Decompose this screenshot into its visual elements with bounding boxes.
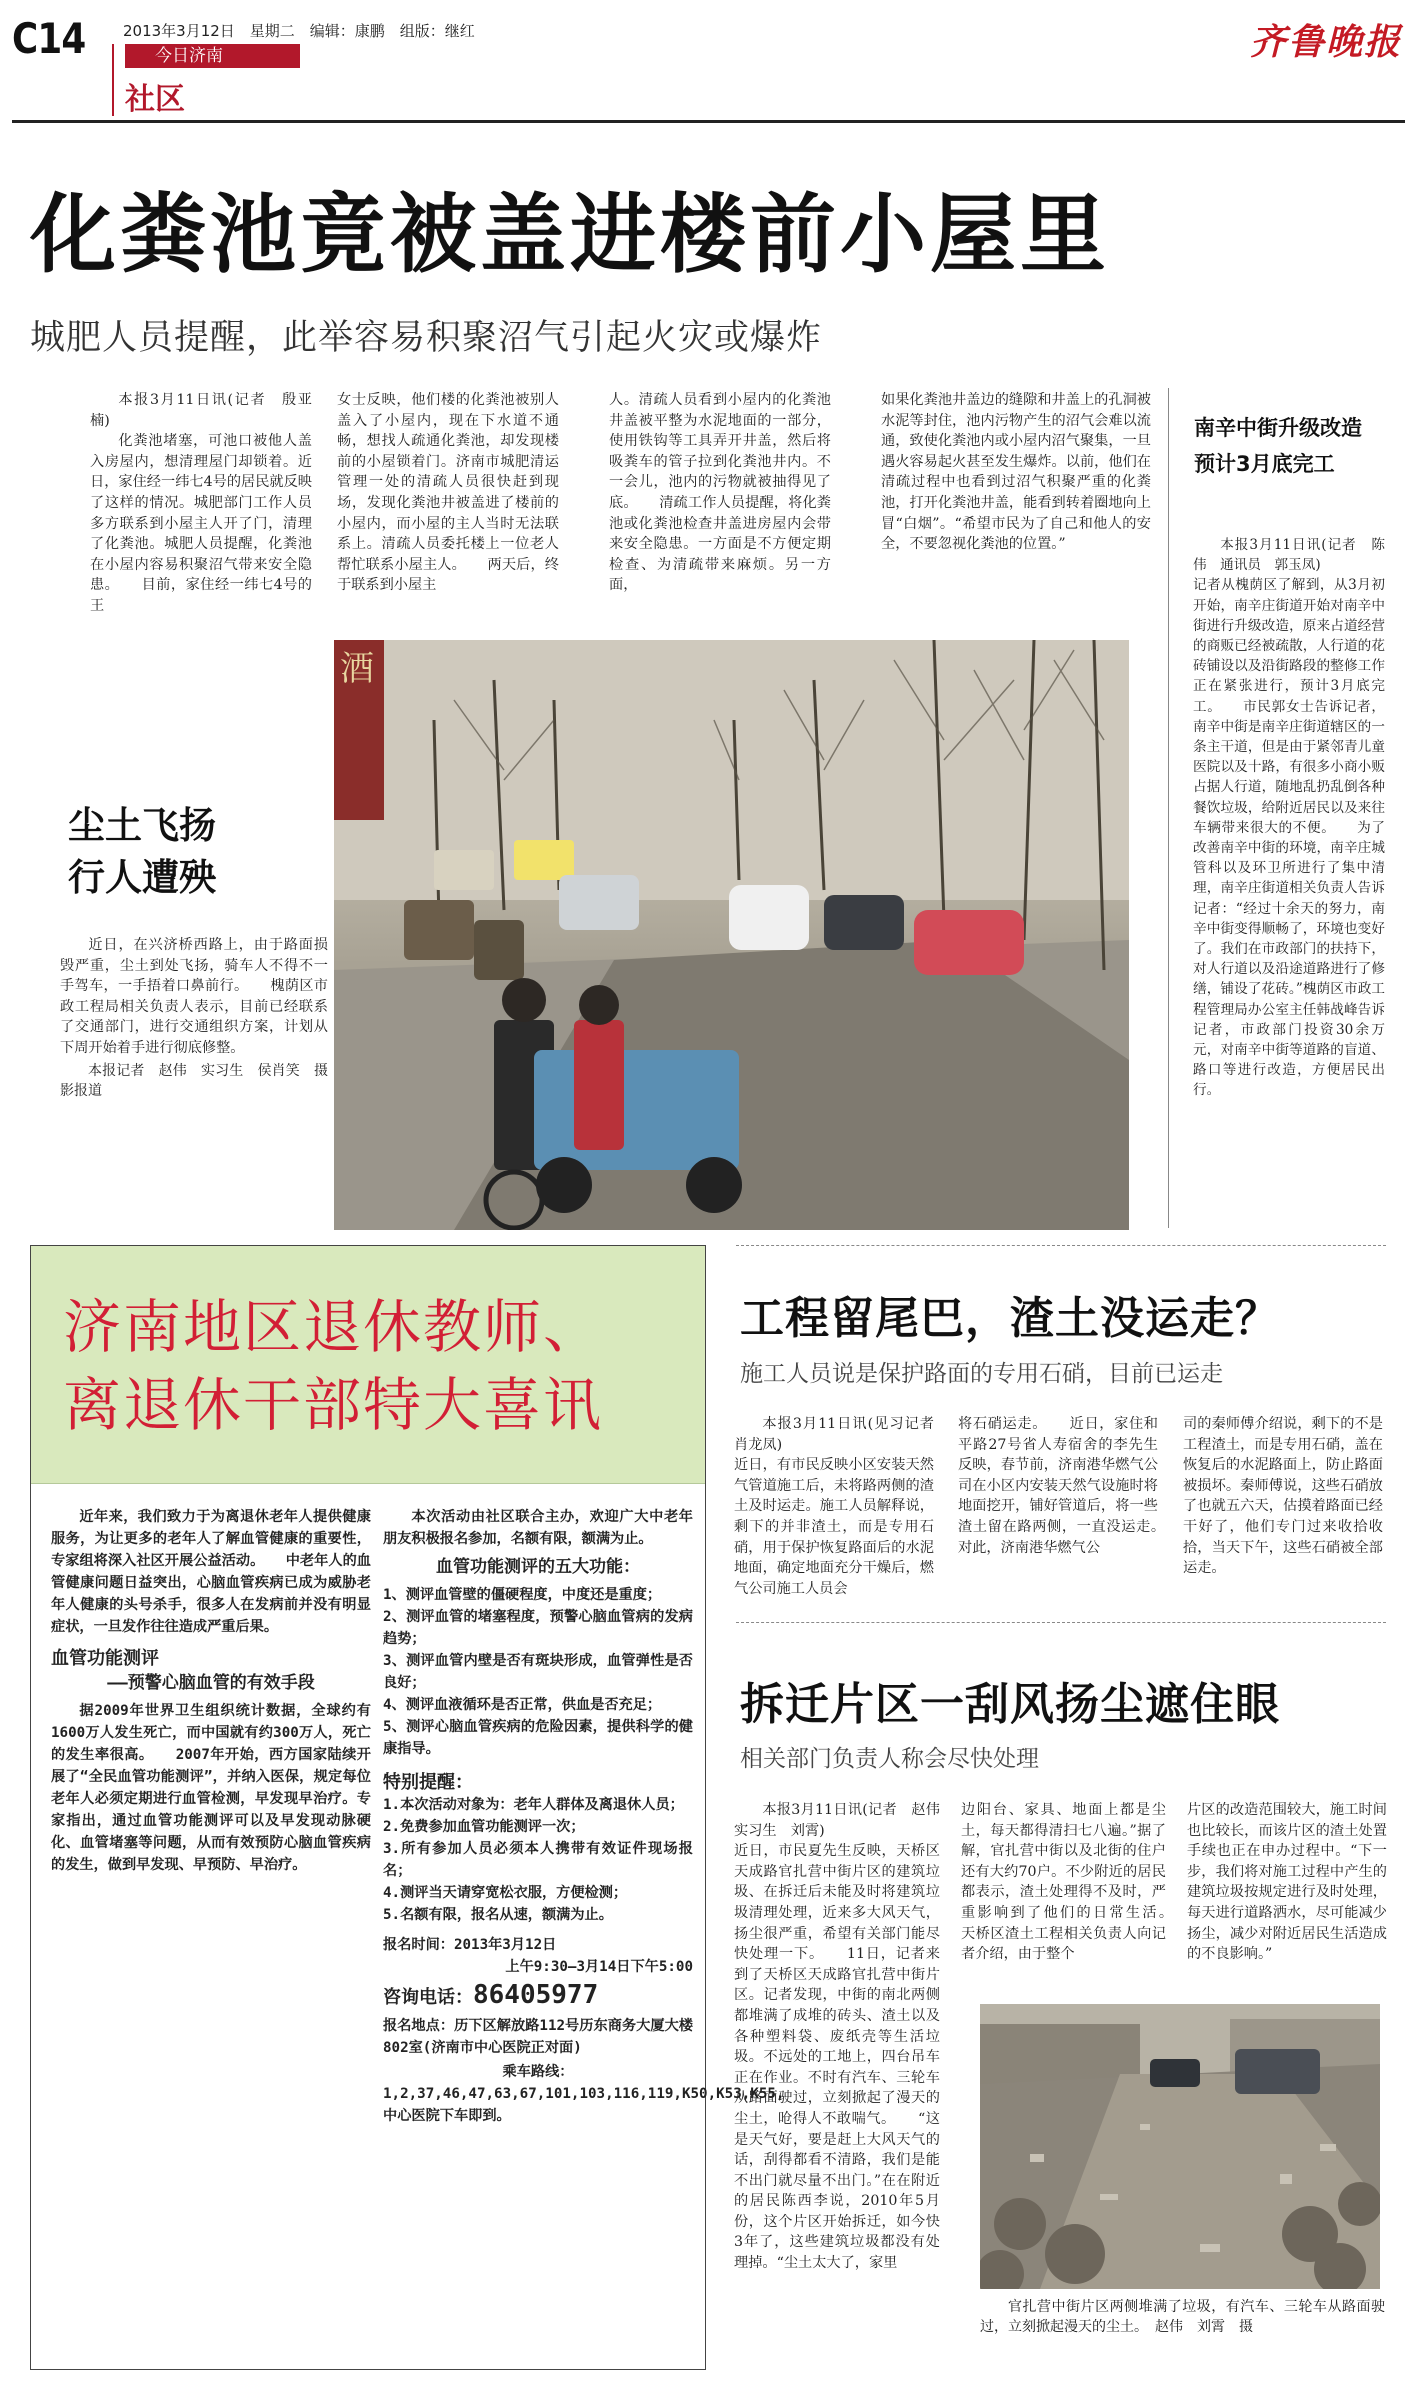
ad-header (31, 1246, 705, 1484)
demolish-scene (980, 2004, 1380, 2289)
ad-headline (63, 1288, 603, 1444)
ad-col1-more: 据2009年世界卫生组织统计数据，全球约有1600万人发生死亡，而中国就有约300万人，死亡的发生率很高。 2007年开始，西方国家陆续开展了“全民血管功能测评”，并纳入医保，规定每位老年人必须定期进行血管检测，早发现早治疗。专家指出，通过血管功能测评可以及早发现动脉硬化、血管堵塞等问题，从而有效预防心脑血管疾病的发生，做到早发现、早预防、早治疗。 (51, 1703, 371, 1873)
gravel-top-rule (736, 1245, 1386, 1246)
demolish-column-2 (961, 1800, 1195, 1965)
dust-photo (334, 640, 1129, 1230)
gravel-subheadline: 施工人员说是保护路面的专用石硝，目前已运走 (740, 1361, 1223, 1387)
gravel-byline: 本报3月11日讯(见习记者 肖龙凤) (734, 1416, 949, 1453)
demolish-top-rule (736, 1622, 1386, 1623)
lead-headline: 化粪池竟被盖进楼前小屋里 (30, 185, 1110, 285)
ad-time-label: 报名时间：2013年3月12日 (383, 1937, 557, 1953)
lead-column-1 (90, 390, 312, 617)
lead-text-4: 如果化粪池井盖边的缝隙和井盖上的孔洞被水泥等封住，池内污物产生的沼气会难以流通，致使化粪池内或小屋内沼气聚集，一旦遇火容易起火甚至发生爆炸。以前，他们在清疏过程中也看到过沼气积聚严重的化粪池，打开化粪池井盖，能看到转着圈地向上冒“白烟”。“希望市民为了自己和他人的安全，不要忽视化粪池的位置。” (881, 392, 1151, 553)
ad-notice-5: 5.名额有限，报名从速，额满为止。 (383, 1907, 613, 1923)
lead-text-1: 化粪池堵塞，可池口被他人盖入房屋内，想清理屋门却锁着。近日，家住经一纬七4号的居民就反映了这样的情况。城肥部门工作人员多方联系到小屋主人开了门，清理了化粪池。城肥人员提醒，化粪池在小屋内容易积聚沼气带来安全隐患。 目前，家住经一纬七4号的王 (90, 433, 312, 614)
demolish-column-3 (1187, 1800, 1387, 1965)
demolish-text-1: 近日，市民夏先生反映，天桥区天成路官扎营中街片区的建筑垃圾、在拆迁后未能及时将建筑垃圾清理处理，近来多大风天气，扬尘很严重，希望有关部门能尽快处理一下。 11日，记者来到了天桥区天成路官扎营中街片区。记者发现，中街的南北两侧都堆满了成堆的砖头、渣土以及各种塑料袋、废纸壳等生活垃圾。不远处的工地上，四台吊车正在作业。不时有汽车、三轮车从路面驶过，立刻掀起了漫天的尘土，呛得人不敢喘气。 “这是天气好，要是赶上大风天气的话，刮得都看不清路，我们是能不出门就尽量不出门。”在在附近的居民陈西李说，2010年5月份，这个片区开始拆迁，如今快3年了，这些建筑垃圾都没有处理掉。“尘土太大了，家里 (734, 1843, 940, 2272)
ad-notice-3: 3.所有参加人员必须本人携带有效证件现场报名； (383, 1841, 693, 1879)
section-divider (112, 44, 114, 116)
gravel-column-2 (958, 1414, 1187, 1558)
lead-column-2 (337, 390, 559, 596)
demolish-column-1 (734, 1800, 955, 2274)
lead-text-2: 女士反映，他们楼的化粪池被别人盖入了小屋内，现在下水道不通畅，想找人疏通化粪池，却发现楼前的小屋锁着门。济南市城肥清运管理一处的清疏人员很快赶到现场，发现化粪池井被盖进了楼前的小屋内，而小屋的主人当时无法联系上。清疏人员委托楼上一位老人帮忙联系小屋主人。 两天后，终于联系到小屋主 (337, 392, 559, 594)
ad-functions-title: 血管功能测评的五大功能： (436, 1557, 640, 1577)
ad-column-2 (383, 1506, 785, 2127)
section-tag: 今日济南 (125, 44, 300, 68)
ad-time-value: 上午9:30—3月14日下午5:00 (505, 1959, 693, 1975)
ad-phone-label: 咨询电话： (383, 1987, 473, 2008)
demolish-byline: 本报3月11日讯(记者 赵伟 实习生 刘霄) (734, 1802, 955, 1839)
demolish-text-3: 片区的改造范围较大，施工时间也比较长，而该片区的渣土处置手续也正在申办过程中。“下一步，我们将对施工过程中产生的建筑垃圾按规定进行及时处理，每天进行道路洒水，尽可能减少扬尘，减少对附近居民生活造成的不良影响。” (1187, 1802, 1387, 1963)
ad-phone-number: 86405977 (473, 1980, 599, 2010)
ad-col1-text: 近年来，我们致力于为离退休老年人提供健康服务，为让更多的老年人了解血管健康的重要性，专家组将深入社区开展公益活动。 中老年人的血管健康问题日益突出，心脑血管疾病已成为威胁老年人健康的头号杀手，很多人在发病前并没有明显症状，一旦发作往往造成严重后果。 (51, 1509, 371, 1635)
lead-column-3 (609, 390, 831, 596)
sidebar-rule (1168, 388, 1169, 1228)
demolish-photo (980, 2004, 1380, 2289)
demolish-text-2: 边阳台、家具、地面上都是尘土，每天都得清扫七八遍。”据了解，官扎营中街以及北街的住户还有大约70户。不少附近的居民都表示，渣土处理得不及时，严重影响到了他们的日常生活。 天桥区渣土工程相关负责人向记者介绍，由于整个 (961, 1802, 1195, 1963)
masthead-logo: 齐鲁晚报 (1250, 21, 1403, 63)
nanxin-byline: 本报3月11日讯(记者 陈伟 通讯员 郭玉凤) (1193, 537, 1385, 574)
dust-headline-line2: 行人遭殃 (68, 856, 216, 899)
ad-notice-4: 4.测评当天请穿宽松衣服，方便检测； (383, 1885, 628, 1901)
section-name: 社区 (125, 82, 185, 117)
demolish-headline: 拆迁片区一刮风扬尘遮住眼 (740, 1679, 1280, 1730)
ad-notice-title: 特别提醒： (383, 1772, 473, 1793)
ad-bus-routes: 1,2,37,46,47,63,67,101,103,116,119,K50,K53,K55,中心医院下车即到。 (383, 2086, 785, 2124)
dust-headline-line1: 尘土飞扬 (68, 804, 216, 847)
ad-box (30, 1245, 785, 2370)
lead-subheadline: 城肥人员提醒，此举容易积聚沼气引起火灾或爆炸 (30, 318, 823, 358)
ad-function-3: 3、测评血管内壁是否有斑块形成，血管弹性是否良好； (383, 1653, 693, 1691)
ad-notice-1: 1.本次活动对象为：老年人群体及离退休人员； (383, 1797, 684, 1813)
nanxin-headline-line2: 预计3月底完工 (1194, 452, 1335, 476)
dust-body: 近日，在兴济桥西路上，由于路面损毁严重，尘土到处飞扬，骑车人不得不一手驾车，一手捂着口鼻前行。 槐荫区市政工程局相关负责人表示，目前已经联系了交通部门，进行交通组织方案，计划从下周开始着手进行彻底修整。 (60, 937, 328, 1056)
header-rule (12, 120, 1405, 123)
ad-bus-label: 乘车路线： (502, 2064, 574, 2080)
ad-col1-title: 血管功能测评 (51, 1648, 159, 1669)
nanxin-text (1193, 535, 1385, 1101)
ad-phone-row (383, 1980, 693, 2010)
ad-function-5: 5、测评心脑血管疾病的危险因素，提供科学的健康指导。 (383, 1719, 693, 1757)
gravel-column-1 (734, 1414, 949, 1599)
nanxin-headline (1194, 410, 1362, 482)
dust-text (60, 935, 328, 1101)
lead-byline: 本报3月11日讯(记者 殷亚楠) (90, 392, 312, 429)
dust-scene (334, 640, 1129, 1230)
ad-function-2: 2、测评血管的堵塞程度，预警心脑血管病的发病趋势； (383, 1609, 693, 1647)
demolish-subheadline: 相关部门负责人称会尽快处理 (740, 1746, 1039, 1772)
nanxin-body: 记者从槐荫区了解到，从3月初开始，南辛庄街道开始对南辛中街进行升级改造，原来占道经营的商贩已经被疏散，人行道的花砖铺设以及沿街路段的整修工作正在紧张进行，预计3月底完工。 市民郭女士告诉记者，南辛中街是南辛庄街道辖区的一条主干道，但是由于紧邻青儿童医院以及十路，有很多小商小贩占据人行道，随地乱扔乱倒各种餐饮垃圾，给附近居民以及来往车辆带来很大的不便。 为了改善南辛中街的环境，南辛庄城管科以及环卫所进行了集中清理，南辛庄街道相关负责人告诉记者：“经过十余天的努力，南辛中街变得顺畅了，环境也变好了。我们在市政部门的扶持下，对人行道以及沿途道路进行了修缮，铺设了花砖。”槐荫区市政工程管理局办公室主任韩战峰告诉记者，市政部门投资30余万元，对南辛中街等道路的盲道、路口等进行改造，方便居民出行。 (1193, 577, 1385, 1099)
ad-address: 报名地点：历下区解放路112号历东商务大厦大楼802室(济南市中心医院正对面) (383, 2018, 693, 2056)
gravel-text-3: 司的秦师傅介绍说，剩下的不是工程渣土，而是专用石硝，盖在恢复后的水泥路面上，防止路面被损坏。秦师傅说，这些石硝放了也就五六天，估摸着路面已经干好了，他们专门过来收拾收拾，当天下午，这些石硝被全部运走。 (1183, 1416, 1383, 1577)
dust-headline (68, 800, 216, 904)
gravel-text-2: 将石硝运走。 近日，家住和平路27号省人寿宿舍的李先生反映，春节前，济南港华燃气公司在小区内安装天然气设施时将地面挖开，铺好管道后，将一些渣土留在路两侧，一直没运走。 对此，济南港华燃气公 (958, 1416, 1187, 1556)
gravel-column-3 (1183, 1414, 1383, 1579)
gravel-headline: 工程留尾巴，渣土没运走？ (740, 1293, 1280, 1344)
ad-headline-line1: 济南地区退休教师、 (63, 1293, 604, 1361)
dust-credit: 本报记者 赵伟 实习生 侯肖笑 摄影报道 (60, 1062, 328, 1099)
ad-col2-intro: 本次活动由社区联合主办，欢迎广大中老年朋友积极报名参加，名额有限，额满为止。 (383, 1509, 693, 1547)
date-line: 2013年3月12日 星期二 编辑：康鹏 组版：继红 (123, 22, 475, 40)
ad-col1-subtitle: ——预警心脑血管的有效手段 (107, 1673, 315, 1693)
lead-text-3: 人。清疏人员看到小屋内的化粪池井盖被平整为水泥地面的一部分，使用铁钩等工具弄开井盖，然后将吸粪车的管子拉到化粪池井内。不一会儿，池内的污物就被抽得见了底。 清疏工作人员提醒，将化粪池或化粪池检查井盖进房屋内会带来安全隐患。一方面是不方便定期检查、为清疏带来麻烦。另一方面， (609, 392, 831, 594)
nanxin-headline-line1: 南辛中街升级改造 (1194, 416, 1362, 440)
lead-column-4 (881, 390, 1151, 555)
ad-headline-line2: 离退休干部特大喜讯 (63, 1371, 604, 1439)
gravel-text-1: 近日，有市民反映小区安装天然气管道施工后，未将路两侧的渣土及时运走。施工人员解释说，剩下的并非渣土，而是专用石硝，用于保护恢复路面后的水泥地面，确定地面充分干燥后，燃气公司施工人员会 (734, 1457, 934, 1597)
demolish-caption: 官扎营中街片区两侧堆满了垃圾，有汽车、三轮车从路面驶过，立刻掀起漫天的尘土。 赵伟 刘霄 摄 (980, 2299, 1385, 2335)
ad-column-1 (51, 1506, 371, 1876)
page-number: C14 (12, 14, 86, 63)
ad-function-1: 1、测评血管壁的僵硬程度，中度还是重度； (383, 1587, 662, 1603)
ad-function-4: 4、测评血液循环是否正常，供血是否充足； (383, 1697, 662, 1713)
ad-notice-2: 2.免费参加血管功能测评一次； (383, 1819, 585, 1835)
dust-photo-sign: 酒 (340, 649, 374, 689)
